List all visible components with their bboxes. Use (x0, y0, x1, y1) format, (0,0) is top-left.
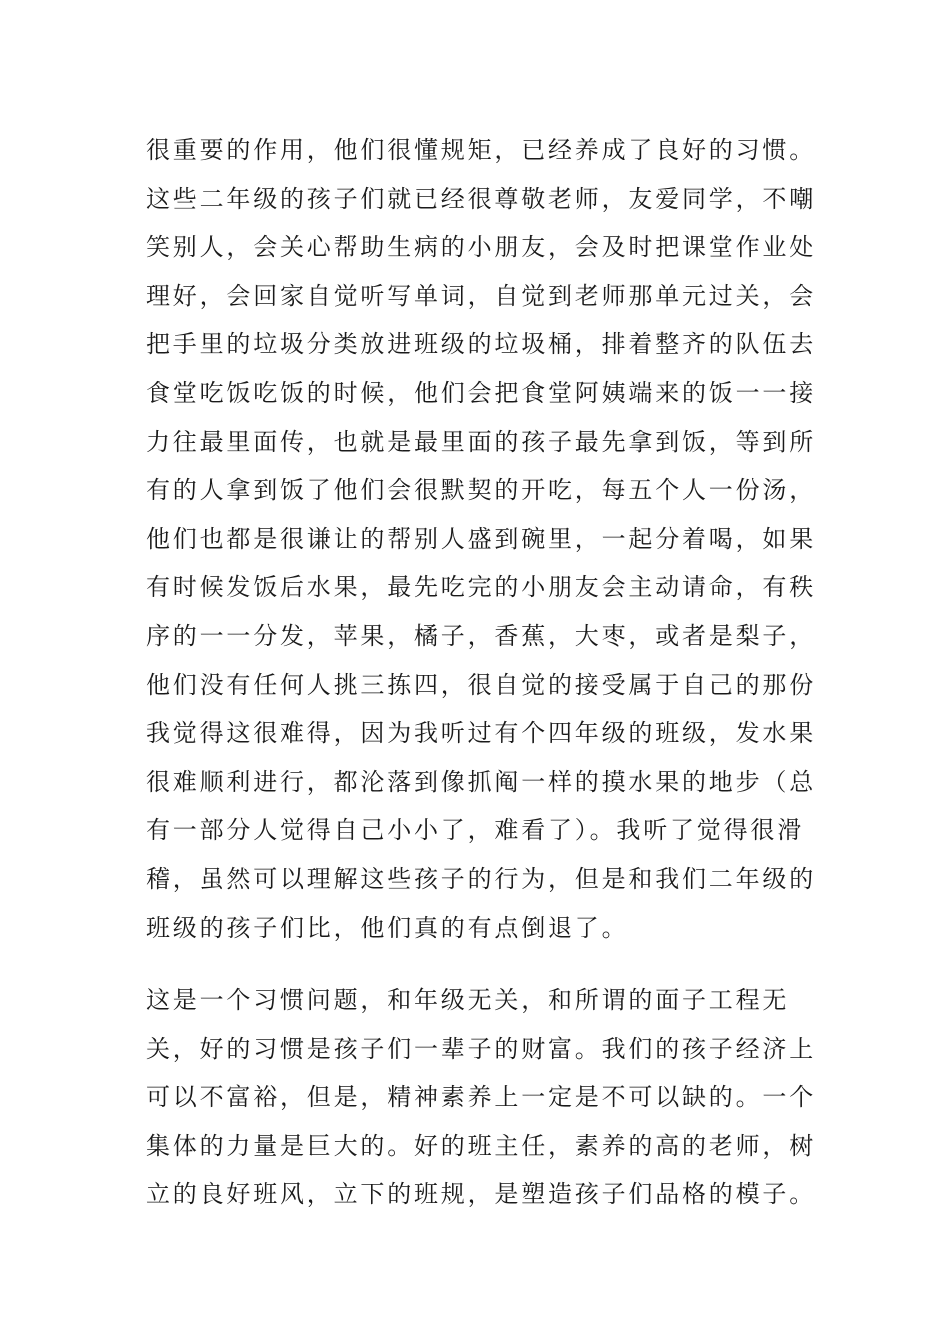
text-line: 稽，虽然可以理解这些孩子的行为，但是和我们二年级的 (146, 864, 816, 893)
text-line: 很难顺利进行，都沦落到像抓阄一样的摸水果的地步（总 (146, 767, 816, 796)
text-line: 笑别人，会关心帮助生病的小朋友，会及时把课堂作业处 (146, 233, 816, 262)
text-line: 食堂吃饭吃饭的时候，他们会把食堂阿姨端来的饭一一接 (146, 378, 816, 407)
text-line: 有的人拿到饭了他们会很默契的开吃，每五个人一份汤， (146, 476, 816, 505)
text-line: 把手里的垃圾分类放进班级的垃圾桶，排着整齐的队伍去 (146, 330, 816, 359)
text-line: 力往最里面传，也就是最里面的孩子最先拿到饭，等到所 (146, 427, 816, 456)
text-line: 班级的孩子们比，他们真的有点倒退了。 (146, 913, 629, 942)
text-line: 有时候发饭后水果，最先吃完的小朋友会主动请命，有秩 (146, 573, 816, 602)
text-line: 这些二年级的孩子们就已经很尊敬老师，友爱同学，不嘲 (146, 184, 816, 213)
text-line: 我觉得这很难得，因为我听过有个四年级的班级，发水果 (146, 719, 816, 748)
text-line: 集体的力量是巨大的。好的班主任，素养的高的老师，树 (146, 1131, 816, 1160)
text-line: 关，好的习惯是孩子们一辈子的财富。我们的孩子经济上 (146, 1034, 816, 1063)
text-line: 理好，会回家自觉听写单词，自觉到老师那单元过关，会 (146, 281, 816, 310)
paragraph-2 (146, 976, 826, 1219)
text-line: 他们也都是很谦让的帮别人盛到碗里，一起分着喝，如果 (146, 524, 816, 553)
text-line: 这是一个习惯问题，和年级无关，和所谓的面子工程无 (146, 986, 790, 1014)
text-line: 很重要的作用，他们很懂规矩，已经养成了良好的习惯。 (146, 136, 816, 164)
text-line: 他们没有任何人挑三拣四，很自觉的接受属于自己的那份 (146, 670, 816, 699)
text-line: 序的一一分发，苹果，橘子，香蕉，大枣，或者是梨子， (146, 621, 816, 650)
text-line: 立的良好班风，立下的班规，是塑造孩子们品格的模子。 (146, 1180, 816, 1209)
paragraph-1 (146, 126, 826, 952)
text-line: 可以不富裕，但是，精神素养上一定是不可以缺的。一个 (146, 1083, 816, 1112)
text-line: 有一部分人觉得自己小小了，难看了）。我听了觉得很滑 (146, 816, 804, 845)
